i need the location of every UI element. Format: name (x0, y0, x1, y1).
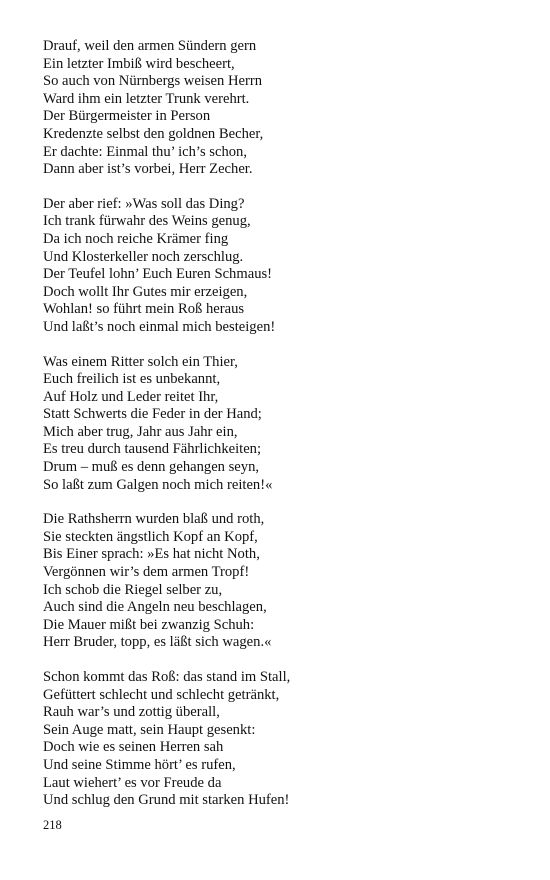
verse-line: Die Mauer mißt bei zwanzig Schuh: (43, 616, 255, 633)
verse-line: Der Teufel lohn’ Euch Euren Schmaus! (43, 266, 273, 283)
verse-line: Ein letzter Imbiß wird bescheert, (43, 55, 235, 72)
verse-line: Bis Einer sprach: »Es hat nicht Noth, (43, 546, 260, 563)
verse-line: Auch sind die Angeln neu beschlagen, (43, 599, 267, 616)
verse-line: Statt Schwerts die Feder in der Hand; (43, 406, 262, 423)
verse-line: Doch wie es seinen Herren sah (43, 739, 224, 756)
verse-line: Der Bürgermeister in Person (43, 108, 211, 125)
verse-line: Sie steckten ängstlich Kopf an Kopf, (43, 528, 258, 545)
stanza-5 (43, 669, 523, 810)
verse-line: So laßt zum Galgen noch mich reiten!« (43, 476, 273, 493)
verse-line: Und seine Stimme hört’ es rufen, (43, 756, 236, 773)
verse-line: Die Rathsherrn wurden blaß und roth, (43, 511, 265, 528)
verse-line: Da ich noch reiche Krämer fing (43, 230, 229, 247)
verse-line: Gefüttert schlecht und schlecht getränkt, (43, 686, 280, 703)
verse-line: Dann aber ist’s vorbei, Herr Zecher. (43, 161, 253, 178)
verse-line: Doch wollt Ihr Gutes mir erzeigen, (43, 283, 248, 300)
verse-line: Drauf, weil den armen Sündern gern (43, 38, 257, 54)
verse-line: Schon kommt das Roß: das stand im Stall, (43, 669, 291, 685)
verse-line: So auch von Nürnbergs weisen Herrn (43, 73, 262, 90)
verse-line: Was einem Ritter solch ein Thier, (43, 353, 238, 370)
stanza-3 (43, 354, 523, 495)
verse-line: Und schlug den Grund mit starken Hufen! (43, 792, 290, 809)
stanza-2 (43, 196, 523, 337)
verse-line: Und laßt’s noch einmal mich besteigen! (43, 318, 276, 335)
stanza-4 (43, 511, 523, 652)
verse-line: Euch freilich ist es unbekannt, (43, 371, 221, 388)
verse-line: Wohlan! so führt mein Roß heraus (43, 301, 245, 318)
verse-line: Er dachte: Einmal thu’ ich’s schon, (43, 143, 247, 160)
verse-line: Der aber rief: »Was soll das Ding? (43, 195, 245, 212)
page-number: 218 (43, 818, 62, 832)
verse-line: Kredenzte selbst den goldnen Becher, (43, 125, 264, 142)
verse-line: Laut wiehert’ es vor Freude da (43, 774, 222, 791)
verse-line: Mich aber trug, Jahr aus Jahr ein, (43, 423, 238, 440)
verse-line: Rauh war’s und zottig überall, (43, 704, 220, 721)
verse-line: Sein Auge matt, sein Haupt gesenkt: (43, 721, 256, 738)
verse-line: Und Klosterkeller noch zerschlug. (43, 248, 244, 265)
verse-line: Es treu durch tausend Fährlichkeiten; (43, 441, 262, 458)
poem-body (43, 38, 523, 827)
verse-line: Ich trank fürwahr des Weins genug, (43, 213, 251, 230)
verse-line: Drum – muß es denn gehangen seyn, (43, 459, 260, 476)
stanza-1 (43, 38, 523, 179)
verse-line: Herr Bruder, topp, es läßt sich wagen.« (43, 634, 272, 651)
verse-line: Auf Holz und Leder reitet Ihr, (43, 388, 219, 405)
verse-line: Ward ihm ein letzter Trunk verehrt. (43, 90, 250, 107)
verse-line: Vergönnen wir’s dem armen Tropf! (43, 564, 250, 581)
verse-line: Ich schob die Riegel selber zu, (43, 581, 223, 598)
